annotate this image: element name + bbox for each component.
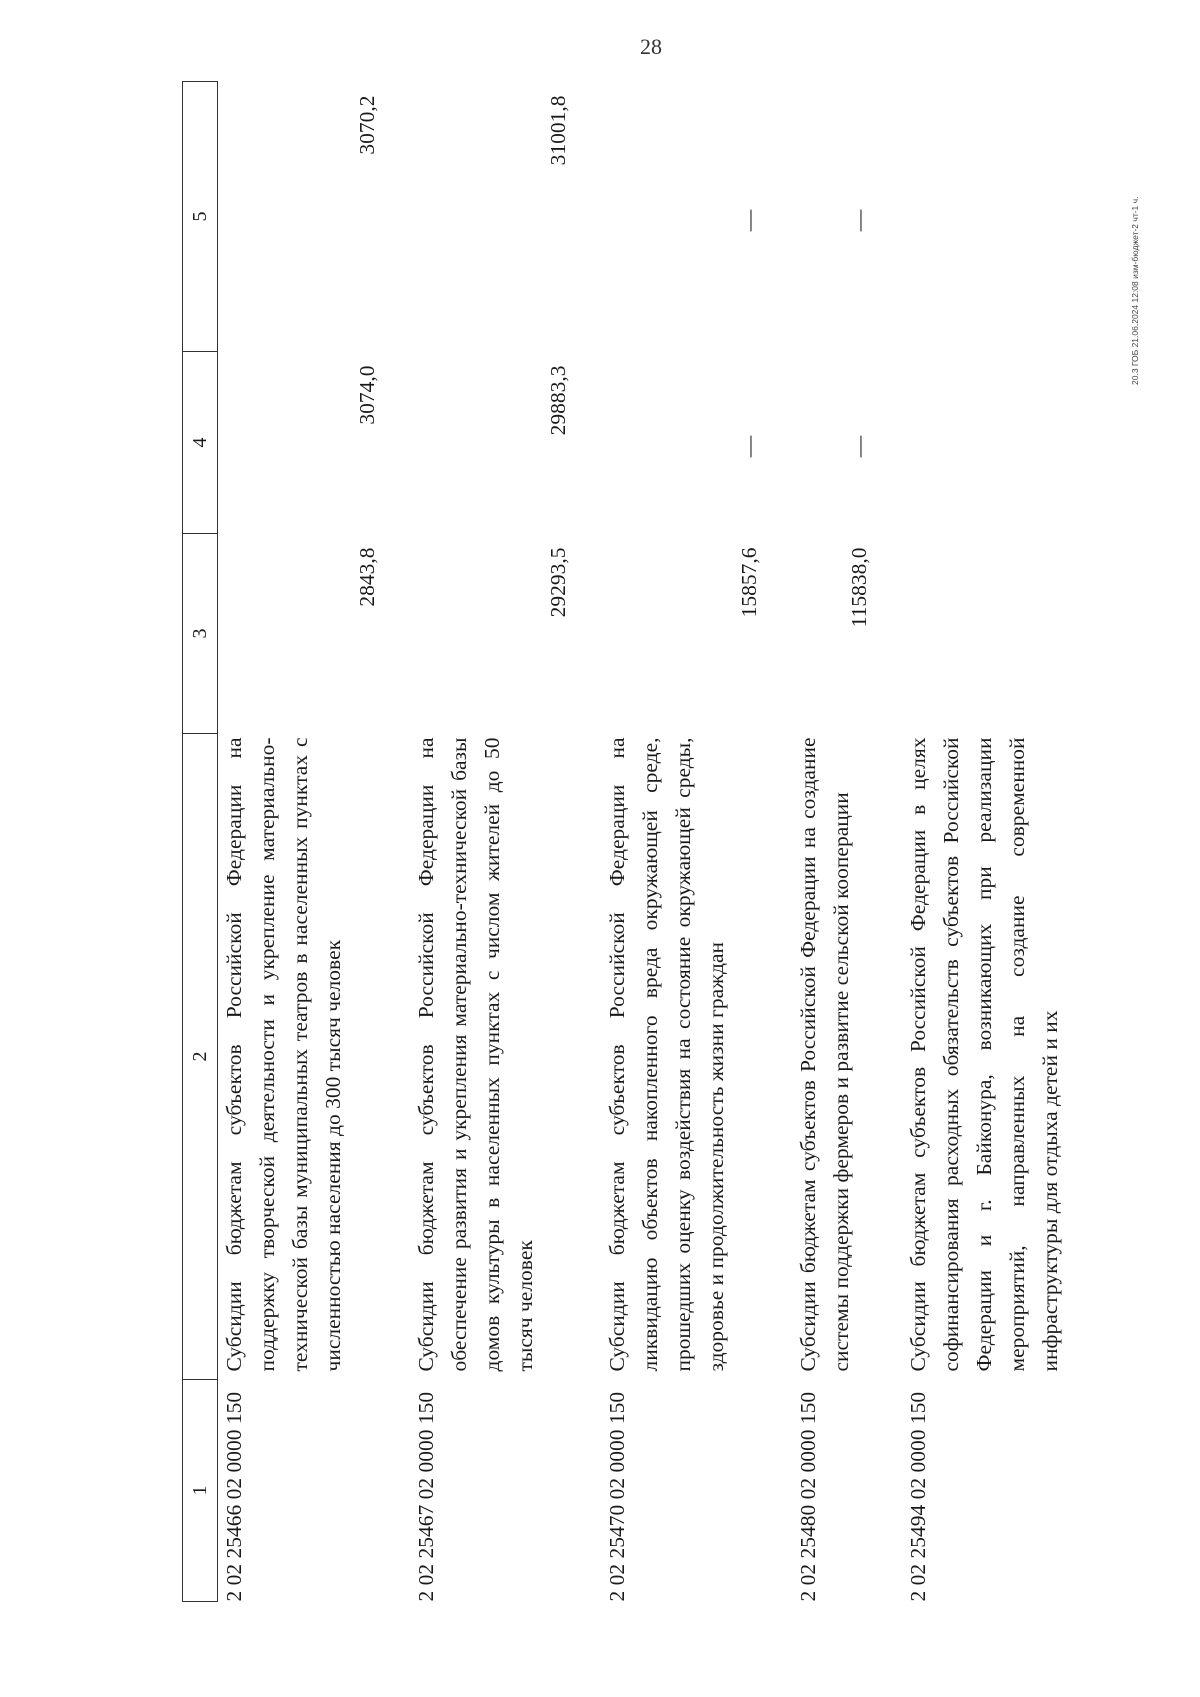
budget-code: 2 02 25466 02 0000 150 (222, 1391, 246, 1602)
budget-description: Субсидии бюджетам субъектов Российской Федерации в целях софинансирования расходных обязательств субъектов Российской Федерации и г. Байконура, возникающих при реализации мероприятий, направленных на создание современной инфраструктуры для отдыха детей и их (905, 737, 1062, 1372)
amount-col5: 31001,8 (546, 95, 570, 166)
column-header-5: 5 (183, 82, 218, 352)
amount-col4: 3074,0 (354, 365, 379, 425)
amount-col4 (902, 352, 1107, 534)
amount-col5: 3070,2 (354, 95, 379, 155)
amount-col5: — (846, 209, 871, 232)
amount-col5 (902, 82, 1107, 352)
budget-description: Субсидии бюджетам субъектов Российской Федерации на обеспечение развития и укрепления материально-технической базы домов культуры в населенных пунктах с числом жителей до 50 тысяч человек (413, 737, 537, 1372)
column-header-4: 4 (183, 352, 218, 534)
budget-description: Субсидии бюджетам субъектов Российской Федерации на поддержку творческой деятельности и укрепление материально-технической базы муниципальных театров в населенных пунктах с численностью населения до 300 тысяч человек (222, 737, 345, 1372)
table-header-row (183, 82, 218, 1602)
budget-table-container (182, 82, 1107, 1602)
table-row (218, 82, 410, 1602)
amount-col3: 29293,5 (546, 547, 570, 618)
page-number: 28 (640, 34, 662, 59)
amount-col3: 15857,6 (737, 547, 762, 618)
budget-code: 2 02 25480 02 0000 150 (796, 1391, 821, 1602)
amount-col3 (902, 534, 1107, 734)
table-row (601, 82, 792, 1602)
table-row (792, 82, 901, 1602)
budget-code: 2 02 25470 02 0000 150 (605, 1391, 629, 1602)
budget-code: 2 02 25494 02 0000 150 (905, 1391, 930, 1602)
column-header-1: 1 (183, 1380, 218, 1602)
table-row (410, 82, 601, 1602)
table-row (902, 82, 1107, 1602)
footer-stamp: 20.3 ГОБ 21.06.2024 12:08 изм-бюджет-2 чт-1 ч. (1130, 196, 1140, 385)
amount-col4: 29883,3 (546, 365, 570, 436)
budget-description: Субсидии бюджетам субъектов Российской Федерации на ликвидацию объектов накопленного вреда окружающей среде, прошедших оценку воздействия на состояние окружающей среды, здоровье и продолжительность жизни граждан (605, 737, 728, 1372)
amount-col3: 115838,0 (846, 547, 871, 628)
budget-table (182, 81, 1107, 1602)
amount-col4: — (737, 435, 762, 458)
amount-col3: 2843,8 (354, 547, 379, 607)
column-header-2: 2 (183, 734, 218, 1380)
amount-col4: — (846, 435, 871, 458)
amount-col5: — (737, 209, 762, 232)
budget-code: 2 02 25467 02 0000 150 (413, 1391, 438, 1602)
budget-description: Субсидии бюджетам субъектов Российской Федерации на создание системы поддержки фермеров и развитие сельской кооперации (796, 737, 854, 1372)
column-header-3: 3 (183, 534, 218, 734)
